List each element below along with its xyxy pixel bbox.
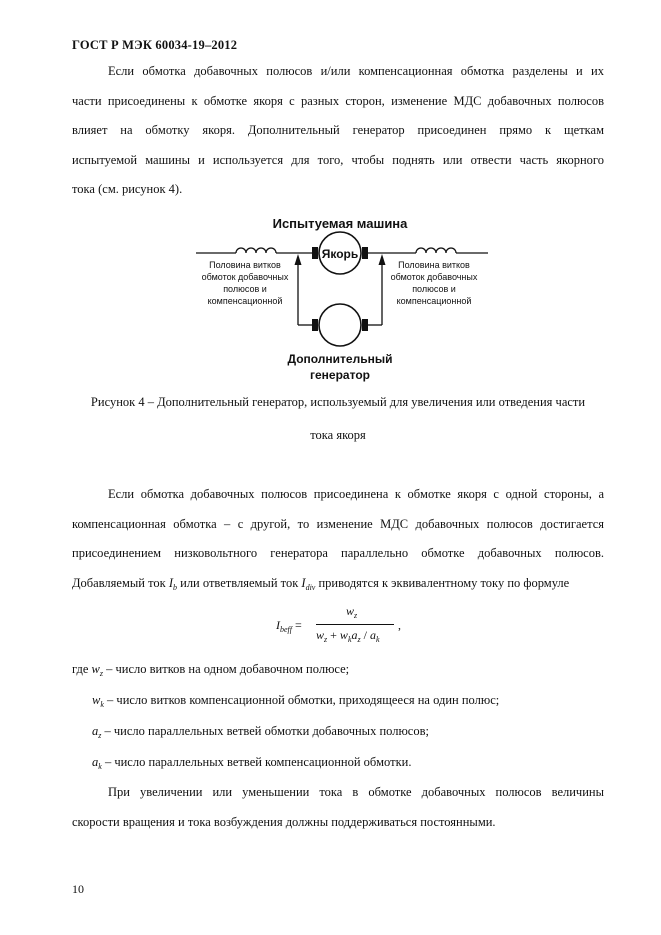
label-line: компенсационной bbox=[396, 296, 472, 306]
arrow-up-icon bbox=[295, 254, 302, 265]
caption-line: Рисунок 4 – Дополнительный генератор, используемый для увеличения или отведения части bbox=[90, 395, 586, 409]
definition-item bbox=[72, 716, 604, 747]
symbol: w bbox=[346, 604, 355, 618]
text-line bbox=[72, 569, 604, 599]
definition-item bbox=[72, 685, 604, 716]
generator-circle bbox=[319, 304, 361, 346]
armature-label: Якорь bbox=[321, 247, 359, 261]
definition-text: – число параллельных ветвей компенсационной обмотки. bbox=[101, 755, 412, 769]
symbol: w bbox=[316, 628, 325, 642]
text-line: испытуемой машины и используется для того, чтобы поднять или отвести часть якорного bbox=[72, 152, 604, 167]
text-fragment: приводятся к эквивалентному току по формуле bbox=[315, 575, 570, 590]
subscript: b bbox=[173, 582, 177, 592]
right-winding-label bbox=[391, 260, 478, 306]
text-line: Если обмотка добавочных полюсов и/или компенсационная обмотка разделены и их bbox=[108, 64, 604, 78]
definitions-list bbox=[72, 654, 604, 778]
text-line: влияет на обмотку якоря. Дополнительный генератор присоединен прямо к щеткам bbox=[72, 123, 604, 137]
definition-item bbox=[72, 747, 604, 778]
formula-numerator bbox=[346, 604, 357, 620]
subscript: z bbox=[357, 635, 361, 644]
operator: + bbox=[327, 628, 340, 642]
subscript: z bbox=[99, 669, 104, 678]
document-header: ГОСТ Р МЭК 60034-19–2012 bbox=[72, 38, 238, 52]
text-line: Если обмотка добавочных полюсов присоединена к обмотке якоря с одной стороны, а bbox=[108, 487, 604, 501]
left-winding-coil bbox=[236, 248, 276, 253]
figure-caption bbox=[72, 388, 604, 450]
text-line: При увеличении или уменьшении тока в обмотке добавочных полюсов величины bbox=[108, 785, 604, 799]
symbol: I bbox=[301, 575, 306, 590]
operator: / bbox=[360, 628, 370, 642]
text-line: скорости вращения и тока возбуждения должны поддерживаться постоянными. bbox=[72, 814, 496, 829]
symbol: I bbox=[168, 575, 173, 590]
label-line: обмоток добавочных bbox=[390, 272, 478, 282]
generator-label-line-2: генератор bbox=[310, 368, 370, 382]
generator-label-line-1: Дополнительный bbox=[287, 352, 393, 366]
armature-brush-right bbox=[362, 247, 368, 259]
subscript: k bbox=[347, 635, 352, 644]
subscript: z bbox=[354, 611, 358, 620]
text-fragment: Добавляемый ток bbox=[72, 575, 169, 590]
definition-text: – число витков компенсационной обмотки, приходящееся на один полюс; bbox=[103, 693, 500, 707]
circuit-diagram bbox=[190, 210, 490, 386]
caption-line: тока якоря bbox=[310, 427, 366, 442]
subscript: z bbox=[324, 635, 328, 644]
label-line: обмоток добавочных bbox=[201, 272, 289, 282]
text-line: части присоединены к обмотке якоря с разных сторон, изменение МДС добавочных полюсов bbox=[72, 93, 604, 108]
subscript: k bbox=[98, 762, 102, 771]
right-winding-coil bbox=[416, 248, 456, 253]
symbol: w bbox=[339, 628, 348, 642]
definition-text: – число параллельных ветвей обмотки добавочных полюсов; bbox=[101, 724, 429, 738]
subscript: beff bbox=[280, 625, 292, 634]
paragraph-1 bbox=[72, 57, 604, 205]
generator-brush-right bbox=[362, 319, 368, 331]
symbol: a bbox=[92, 755, 99, 769]
text-line: тока (см. рисунок 4). bbox=[72, 182, 183, 196]
symbol: a bbox=[351, 628, 358, 642]
subscript: k bbox=[100, 700, 104, 709]
left-winding-label bbox=[202, 260, 289, 306]
armature-brush-left bbox=[312, 247, 318, 259]
text-line: компенсационная обмотка – с другой, то изменение МДС добавочных полюсов достигается bbox=[72, 516, 604, 531]
equals-sign: = bbox=[292, 618, 302, 632]
label-line: Половина витков bbox=[398, 260, 470, 270]
text-fragment: где bbox=[72, 662, 92, 676]
definition-item bbox=[72, 654, 604, 685]
subscript: div bbox=[305, 582, 316, 592]
formula-denominator bbox=[316, 628, 380, 644]
symbol: w bbox=[91, 662, 100, 676]
paragraph-3 bbox=[72, 778, 604, 837]
label-line: полюсов и bbox=[223, 284, 267, 294]
symbol: a bbox=[92, 724, 99, 738]
page-number: 10 bbox=[72, 882, 84, 896]
label-line: Половина витков bbox=[209, 260, 281, 270]
figure-title: Испытуемая машина bbox=[272, 216, 408, 231]
symbol: w bbox=[92, 693, 101, 707]
fraction-bar bbox=[316, 624, 394, 625]
generator-brush-left bbox=[312, 319, 318, 331]
subscript: z bbox=[98, 731, 102, 740]
text-fragment: или ответвляемый ток bbox=[177, 575, 302, 590]
symbol: a bbox=[369, 628, 376, 642]
arrow-up-icon bbox=[379, 254, 386, 265]
text-line: присоединением низковольтного генератора параллельно обмотке добавочных полюсов. bbox=[72, 546, 604, 560]
label-line: компенсационной bbox=[207, 296, 283, 306]
formula-comma: , bbox=[398, 618, 401, 632]
label-line: полюсов и bbox=[412, 284, 456, 294]
symbol: I bbox=[276, 618, 280, 632]
definition-text: – число витков на одном добавочном полюсе; bbox=[103, 662, 350, 676]
subscript: k bbox=[375, 635, 380, 644]
paragraph-2 bbox=[72, 480, 604, 598]
formula-lhs bbox=[276, 618, 302, 634]
